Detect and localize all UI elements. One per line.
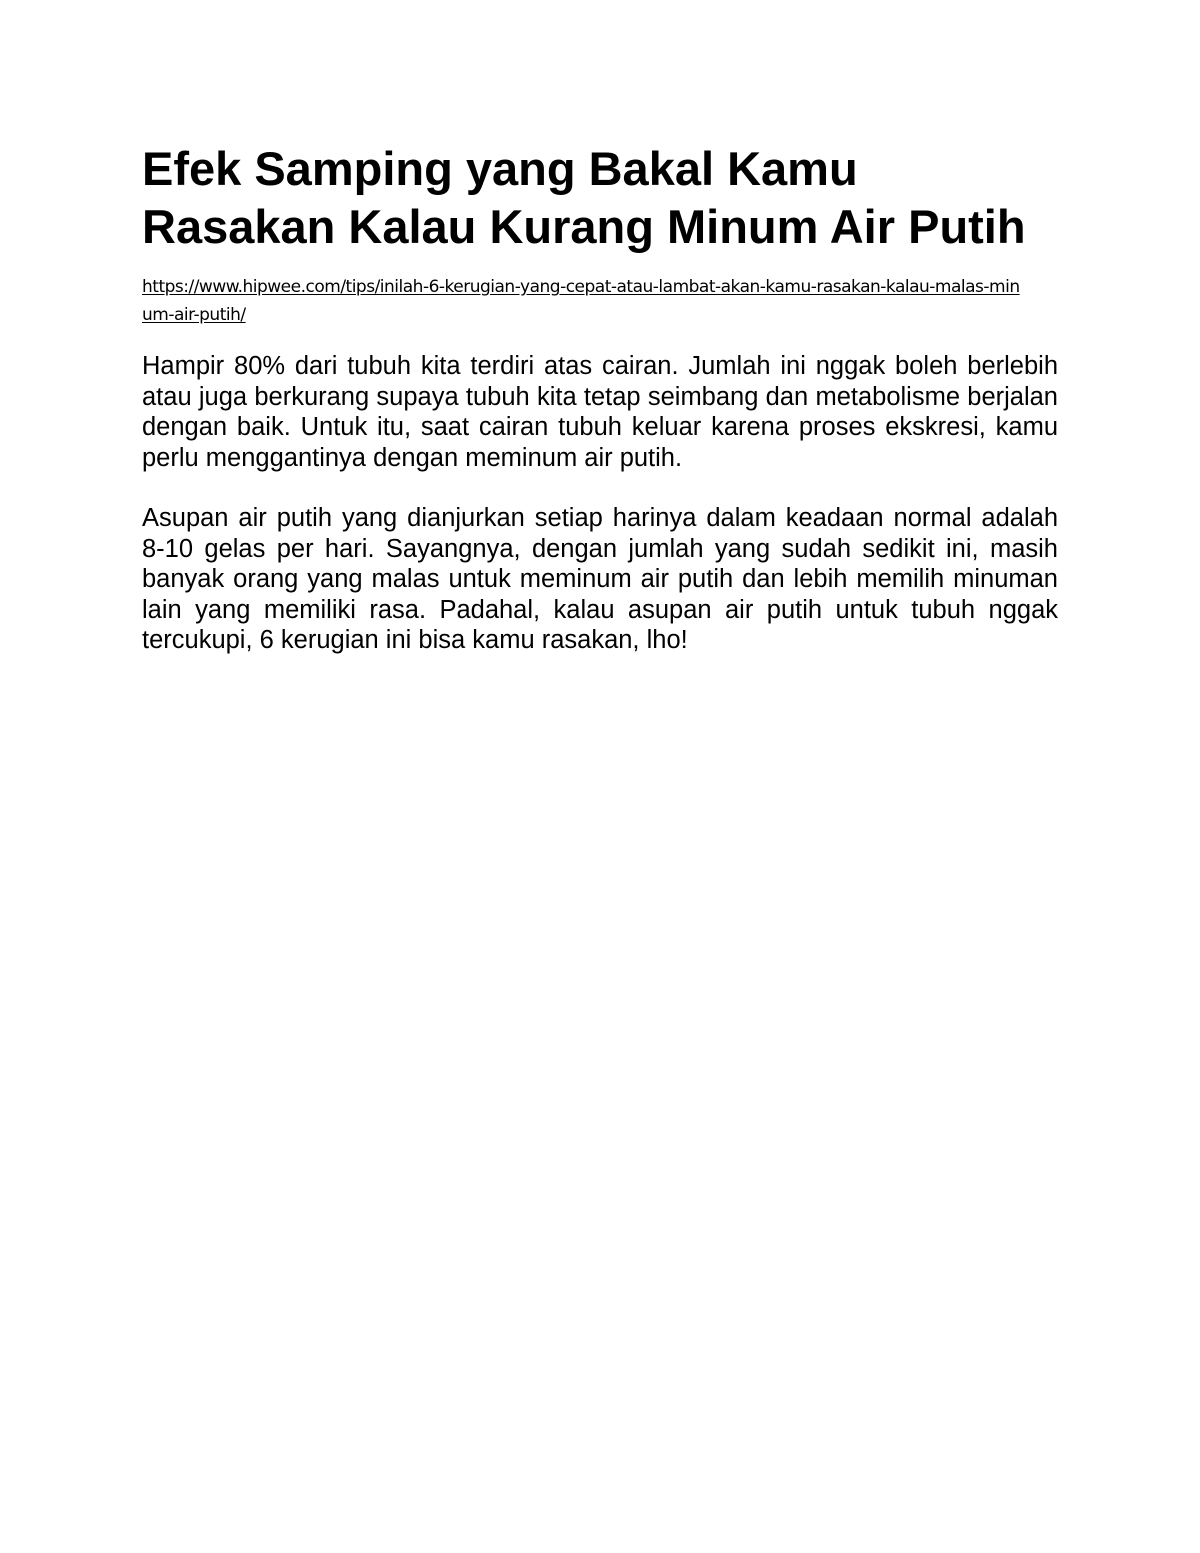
document-title: Efek Samping yang Bakal Kamu Rasakan Kalau Kurang Minum Air Putih — [142, 142, 1026, 253]
paragraph-intake: Asupan air putih yang dianjurkan setiap harinya dalam keadaan normal adalah 8-10 gelas per hari. Sayangnya, dengan jumlah yang sudah sedikit ini, masih banyak orang yang malas untuk meminum air putih dan lebih memilih minuman lain yang memiliki rasa. Padahal, kalau asupan air putih untuk tubuh nggak tercukupi, 6 kerugian ini bisa kamu rasakan, lho! — [142, 504, 1058, 654]
document-body — [142, 140, 1058, 686]
source-link[interactable]: https://www.hipwee.com/tips/inilah-6-kerugian-yang-cepat-atau-lambat-akan-kamu-rasakan-kalau-malas-minum-air-putih/ — [142, 277, 1020, 325]
paragraph-intro: Hampir 80% dari tubuh kita terdiri atas cairan. Jumlah ini nggak boleh berlebih atau juga berkurang supaya tubuh kita tetap seimbang dan metabolisme berjalan dengan baik. Untuk itu, saat cairan tubuh keluar karena proses ekskresi, kamu perlu menggantinya dengan meminum air putih. — [142, 352, 1058, 472]
